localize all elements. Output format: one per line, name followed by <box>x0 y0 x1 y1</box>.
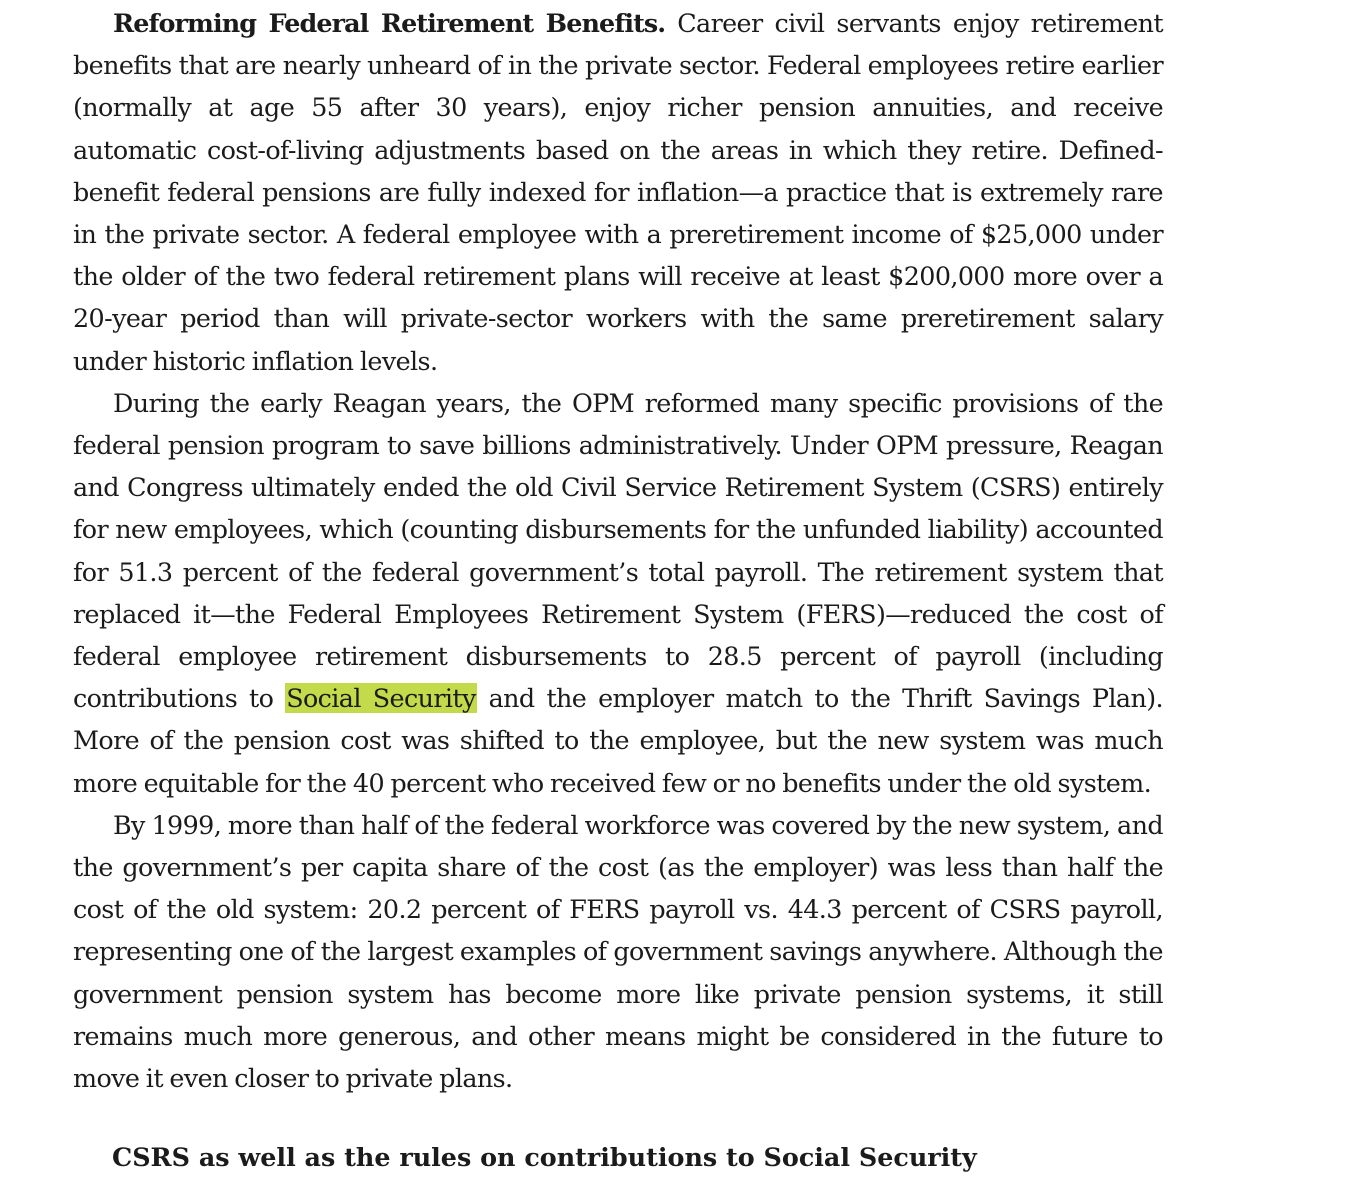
paragraph-reagan-reforms <box>73 382 1163 804</box>
highlighted-text[interactable]: Social Security <box>286 683 476 714</box>
paragraph-retirement-benefits <box>73 2 1163 382</box>
paragraph-1-text: Career civil servants enjoy retirement benefits that are nearly unheard of in the private sector. Federal employees retire earlier (normally at age 55 after 30 years), enjoy richer pension annuities, and receive automatic cost-of-living adjustments based on the areas in which they retire. Defined-benefit federal pensions are fully indexed for inflation—a practice that is extremely rare in the private sector. A federal employee with a preretirement income of $25,000 under the older of the two federal retirement plans will receive at least $200,000 more over a 20-year period than will private-sector workers with the same preretirement salary under historic inflation levels. <box>73 8 1163 376</box>
cut-off-next-line <box>112 1140 1112 1172</box>
cut-off-line-text: CSRS as well as the rules on contributions to Social Security <box>112 1142 977 1172</box>
paragraph-1999-coverage <box>73 804 1163 1099</box>
paragraph-2-text-before: During the early Reagan years, the OPM reformed many specific provisions of the federal pension program to save billions administratively. Under OPM pressure, Reagan and Congress ultimately ended the old Civil Service Retirement System (CSRS) entirely for new employees, which (counting disbursements for the unfunded liability) accounted for 51.3 percent of the federal government’s total payroll. The retirement system that replaced it—the Federal Employees Retirement System (FERS)—reduced the cost of federal employee retirement disbursements to 28.5 percent of payroll (including contributions to <box>73 387 1163 714</box>
paragraph-3-text: By 1999, more than half of the federal workforce was covered by the new system, and the government’s per capita share of the cost (as the employer) was less than half the cost of the old system: 20.2 percent of FERS payroll vs. 44.3 percent of CSRS payroll, representing one of the largest examples of government savings anywhere. Although the government pension system has become more like private pension systems, it still remains much more generous, and other means might be considered in the future to move it even closer to private plans. <box>73 809 1163 1094</box>
document-page <box>73 2 1163 1099</box>
paragraph-2-text-after: and the employer match to the Thrift Savings Plan). More of the pension cost was shifted to the employee, but the new system was much more equitable for the 40 percent who received few or no benefits under the old system. <box>73 683 1163 798</box>
section-heading: Reforming Federal Retirement Benefits. <box>113 8 666 38</box>
